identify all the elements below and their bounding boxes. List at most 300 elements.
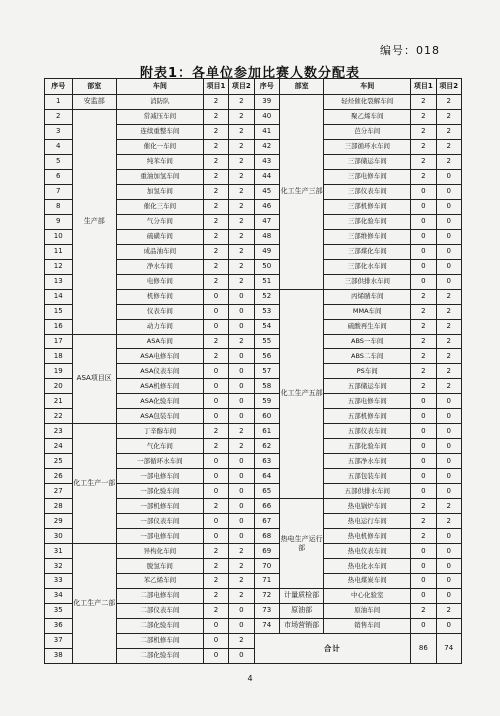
item2-cell: 2 — [229, 439, 254, 454]
seq-cell: 28 — [45, 499, 73, 514]
item1-cell: 2 — [203, 499, 228, 514]
header-dept-right: 部室 — [279, 79, 323, 95]
item2-cell-right: 2 — [436, 334, 461, 349]
item1-cell: 2 — [203, 603, 228, 618]
seq-cell-right: 74 — [254, 618, 279, 633]
workshop-cell: 异构化车间 — [116, 544, 203, 559]
item2-cell-right: 2 — [436, 124, 461, 139]
item1-cell: 2 — [203, 334, 228, 349]
item2-cell: 0 — [229, 289, 254, 304]
item2-cell: 0 — [229, 349, 254, 364]
seq-cell-right: 67 — [254, 514, 279, 529]
dept-cell: 化工生产二部 — [72, 544, 116, 664]
table-title: 附表1：各单位参加比赛人数分配表 — [139, 66, 361, 81]
seq-cell-right: 40 — [254, 109, 279, 124]
workshop-cell: ASA仪表车间 — [116, 364, 203, 379]
workshop-cell-right: 五部储运车间 — [324, 379, 411, 394]
item1-cell: 0 — [203, 394, 228, 409]
header-row — [45, 79, 462, 95]
item2-cell-right: 0 — [436, 184, 461, 199]
table-row — [45, 424, 462, 439]
seq-cell: 34 — [45, 588, 73, 603]
item1-cell-right: 2 — [411, 289, 436, 304]
seq-cell: 20 — [45, 379, 73, 394]
seq-cell-right: 73 — [254, 603, 279, 618]
seq-cell-right: 60 — [254, 409, 279, 424]
workshop-cell: 一部电修车间 — [116, 469, 203, 484]
seq-cell: 35 — [45, 603, 73, 618]
item1-cell: 0 — [203, 454, 228, 469]
workshop-cell: 气分车间 — [116, 214, 203, 229]
item1-cell-right: 2 — [411, 304, 436, 319]
workshop-cell-right: MMA车间 — [324, 304, 411, 319]
seq-cell: 29 — [45, 514, 73, 529]
workshop-cell: 硫磺车间 — [116, 229, 203, 244]
seq-cell: 21 — [45, 394, 73, 409]
item1-cell: 2 — [203, 544, 228, 559]
workshop-cell-right: ABS一车间 — [324, 334, 411, 349]
item2-cell: 2 — [229, 154, 254, 169]
workshop-cell: 催化三车间 — [116, 199, 203, 214]
seq-cell: 30 — [45, 529, 73, 544]
workshop-cell: 二部化验车间 — [116, 618, 203, 633]
item2-cell: 0 — [229, 304, 254, 319]
item1-cell-right: 2 — [411, 169, 436, 184]
item1-cell-right: 0 — [411, 184, 436, 199]
workshop-cell: 一部循环水车间 — [116, 454, 203, 469]
item1-cell-right: 0 — [411, 588, 436, 603]
item2-cell-right: 2 — [436, 304, 461, 319]
seq-cell-right: 57 — [254, 364, 279, 379]
seq-cell: 37 — [45, 633, 73, 648]
workshop-cell-right: 硫酸再生车间 — [324, 319, 411, 334]
item1-cell: 0 — [203, 319, 228, 334]
header-item2-right: 项目2 — [436, 79, 461, 95]
item2-cell-right: 0 — [436, 544, 461, 559]
item2-cell-right: 0 — [436, 484, 461, 499]
seq-cell-right: 71 — [254, 574, 279, 589]
seq-cell-right: 43 — [254, 154, 279, 169]
workshop-cell-right: 五部包装车间 — [324, 469, 411, 484]
workshop-cell-right: 五部电修车间 — [324, 394, 411, 409]
item2-cell: 0 — [229, 648, 254, 663]
item2-cell: 2 — [229, 139, 254, 154]
seq-cell: 12 — [45, 259, 73, 274]
header-item1-right: 项目1 — [411, 79, 436, 95]
item1-cell: 2 — [203, 124, 228, 139]
item1-cell: 0 — [203, 364, 228, 379]
item1-cell-right: 2 — [411, 139, 436, 154]
workshop-cell-right: 三部化验车间 — [324, 214, 411, 229]
item2-cell-right: 2 — [436, 139, 461, 154]
item2-cell-right: 0 — [436, 409, 461, 424]
item2-cell: 2 — [229, 334, 254, 349]
seq-cell: 16 — [45, 319, 73, 334]
workshop-cell: 二部化验车间 — [116, 648, 203, 663]
item1-cell: 0 — [203, 648, 228, 663]
seq-cell: 33 — [45, 574, 73, 589]
item1-cell: 2 — [203, 139, 228, 154]
workshop-cell-right: ABS二车间 — [324, 349, 411, 364]
item1-cell-right: 2 — [411, 379, 436, 394]
item2-cell: 2 — [229, 274, 254, 289]
total-label: 合计 — [254, 633, 411, 663]
seq-cell: 8 — [45, 199, 73, 214]
item2-cell-right: 0 — [436, 259, 461, 274]
item2-cell-right: 2 — [436, 154, 461, 169]
table-body — [45, 95, 462, 664]
workshop-cell: 成品油车间 — [116, 244, 203, 259]
item1-cell-right: 2 — [411, 529, 436, 544]
workshop-cell: 催化一车间 — [116, 139, 203, 154]
item2-cell: 2 — [229, 244, 254, 259]
seq-cell: 3 — [45, 124, 73, 139]
workshop-cell-right: 中心化验室 — [324, 588, 411, 603]
item1-cell-right: 2 — [411, 95, 436, 110]
item1-cell: 2 — [203, 109, 228, 124]
seq-cell-right: 70 — [254, 559, 279, 574]
item2-cell: 2 — [229, 544, 254, 559]
seq-cell: 24 — [45, 439, 73, 454]
item1-cell: 2 — [203, 229, 228, 244]
item2-cell-right: 0 — [436, 574, 461, 589]
item2-cell-right: 2 — [436, 603, 461, 618]
item2-cell: 0 — [229, 319, 254, 334]
item2-cell: 2 — [229, 559, 254, 574]
item2-cell-right: 0 — [436, 618, 461, 633]
item2-cell-right: 2 — [436, 514, 461, 529]
workshop-cell-right: 三部机修车间 — [324, 199, 411, 214]
workshop-cell: 重油加氢车间 — [116, 169, 203, 184]
item1-cell-right: 2 — [411, 124, 436, 139]
item2-cell: 0 — [229, 484, 254, 499]
item2-cell-right: 0 — [436, 454, 461, 469]
seq-cell: 36 — [45, 618, 73, 633]
item1-cell: 2 — [203, 154, 228, 169]
item2-cell: 2 — [229, 214, 254, 229]
workshop-cell: 仪表车间 — [116, 304, 203, 319]
seq-cell: 4 — [45, 139, 73, 154]
seq-cell-right: 39 — [254, 95, 279, 110]
item2-cell: 2 — [229, 95, 254, 110]
item2-cell: 2 — [229, 109, 254, 124]
item2-cell: 2 — [229, 184, 254, 199]
seq-cell: 22 — [45, 409, 73, 424]
item1-cell: 2 — [203, 95, 228, 110]
workshop-cell: ASA机修车间 — [116, 379, 203, 394]
seq-cell: 15 — [45, 304, 73, 319]
seq-cell-right: 44 — [254, 169, 279, 184]
header-workshop-right: 车间 — [324, 79, 411, 95]
workshop-cell-right: 五部净水车间 — [324, 454, 411, 469]
seq-cell: 6 — [45, 169, 73, 184]
item2-cell-right: 0 — [436, 529, 461, 544]
header-dept: 部室 — [72, 79, 116, 95]
seq-cell-right: 41 — [254, 124, 279, 139]
seq-cell-right: 53 — [254, 304, 279, 319]
header-item2: 项目2 — [229, 79, 254, 95]
item2-cell-right: 0 — [436, 439, 461, 454]
item1-cell-right: 2 — [411, 364, 436, 379]
item1-cell-right: 0 — [411, 454, 436, 469]
workshop-cell-right: 热电煤炭车间 — [324, 574, 411, 589]
workshop-cell-right: 聚乙烯车间 — [324, 109, 411, 124]
workshop-cell-right: 丙烯腈车间 — [324, 289, 411, 304]
seq-cell: 7 — [45, 184, 73, 199]
item1-cell: 2 — [203, 214, 228, 229]
dept-cell: 安监部 — [72, 95, 116, 110]
workshop-cell: 消防队 — [116, 95, 203, 110]
allocation-table — [44, 78, 462, 664]
workshop-cell: 脱氢车间 — [116, 559, 203, 574]
dept-cell: ASA项目区 — [72, 334, 116, 424]
seq-cell-right: 49 — [254, 244, 279, 259]
seq-cell: 25 — [45, 454, 73, 469]
workshop-cell-right: 原油车间 — [324, 603, 411, 618]
seq-cell-right: 48 — [254, 229, 279, 244]
item1-cell-right: 0 — [411, 409, 436, 424]
workshop-cell-right: 五部仪表车间 — [324, 424, 411, 439]
item2-cell: 2 — [229, 169, 254, 184]
document-serial-number: 编号：018 — [380, 44, 440, 57]
seq-cell-right: 61 — [254, 424, 279, 439]
item1-cell-right: 0 — [411, 574, 436, 589]
item1-cell-right: 0 — [411, 259, 436, 274]
seq-cell: 32 — [45, 559, 73, 574]
workshop-cell: ASA电修车间 — [116, 349, 203, 364]
workshop-cell-right: 五部供排水车间 — [324, 484, 411, 499]
item2-cell-right: 2 — [436, 349, 461, 364]
seq-cell-right: 52 — [254, 289, 279, 304]
workshop-cell-right: 热电化水车间 — [324, 559, 411, 574]
table-row — [45, 95, 462, 110]
item2-cell-right: 0 — [436, 469, 461, 484]
item2-cell: 0 — [229, 379, 254, 394]
item1-cell: 0 — [203, 409, 228, 424]
item2-cell: 0 — [229, 618, 254, 633]
item1-cell: 0 — [203, 484, 228, 499]
workshop-cell: 二部机修车间 — [116, 633, 203, 648]
seq-cell: 13 — [45, 274, 73, 289]
item1-cell-right: 0 — [411, 544, 436, 559]
item2-cell-right: 0 — [436, 588, 461, 603]
item1-cell: 0 — [203, 514, 228, 529]
item1-cell-right: 0 — [411, 394, 436, 409]
seq-cell-right: 42 — [254, 139, 279, 154]
seq-cell: 2 — [45, 109, 73, 124]
item2-cell: 0 — [229, 469, 254, 484]
seq-cell: 9 — [45, 214, 73, 229]
item1-cell: 0 — [203, 289, 228, 304]
table-row — [45, 109, 462, 124]
seq-cell: 26 — [45, 469, 73, 484]
item1-cell-right: 2 — [411, 499, 436, 514]
dept-cell-right: 化工生产五部 — [279, 289, 323, 499]
workshop-cell: 一部仪表车间 — [116, 514, 203, 529]
seq-cell-right: 62 — [254, 439, 279, 454]
workshop-cell: ASA包装车间 — [116, 409, 203, 424]
item1-cell: 0 — [203, 304, 228, 319]
dept-cell: 生产部 — [72, 109, 116, 334]
total-item1: 86 — [411, 633, 436, 663]
workshop-cell: 机修车间 — [116, 289, 203, 304]
item1-cell: 0 — [203, 469, 228, 484]
dept-cell-right: 计量质检部 — [279, 588, 323, 603]
item1-cell-right: 2 — [411, 154, 436, 169]
item2-cell: 2 — [229, 124, 254, 139]
item2-cell: 0 — [229, 529, 254, 544]
item1-cell: 0 — [203, 633, 228, 648]
workshop-cell-right: 芭分车间 — [324, 124, 411, 139]
seq-cell-right: 65 — [254, 484, 279, 499]
workshop-cell: 动力车间 — [116, 319, 203, 334]
item1-cell: 2 — [203, 424, 228, 439]
seq-cell-right: 55 — [254, 334, 279, 349]
workshop-cell-right: 三部化水车间 — [324, 259, 411, 274]
item1-cell: 2 — [203, 349, 228, 364]
dept-cell-right: 市场营销部 — [279, 618, 323, 633]
item2-cell-right: 2 — [436, 289, 461, 304]
item2-cell: 2 — [229, 259, 254, 274]
item1-cell-right: 0 — [411, 484, 436, 499]
item1-cell: 2 — [203, 244, 228, 259]
item1-cell-right: 0 — [411, 469, 436, 484]
workshop-cell: 苯乙烯车间 — [116, 574, 203, 589]
item1-cell-right: 0 — [411, 199, 436, 214]
item2-cell: 2 — [229, 633, 254, 648]
item1-cell-right: 0 — [411, 559, 436, 574]
workshop-cell: 二部仪表车间 — [116, 603, 203, 618]
workshop-cell: 一部化验车间 — [116, 484, 203, 499]
workshop-cell-right: 三部储运车间 — [324, 154, 411, 169]
item1-cell-right: 0 — [411, 244, 436, 259]
seq-cell: 19 — [45, 364, 73, 379]
item1-cell-right: 0 — [411, 424, 436, 439]
item1-cell-right: 2 — [411, 334, 436, 349]
item2-cell-right: 0 — [436, 169, 461, 184]
seq-cell-right: 51 — [254, 274, 279, 289]
item1-cell: 0 — [203, 618, 228, 633]
item1-cell-right: 0 — [411, 439, 436, 454]
item1-cell: 2 — [203, 588, 228, 603]
seq-cell-right: 50 — [254, 259, 279, 274]
seq-cell: 38 — [45, 648, 73, 663]
item2-cell-right: 0 — [436, 559, 461, 574]
table-row — [45, 544, 462, 559]
item1-cell-right: 0 — [411, 214, 436, 229]
item1-cell: 2 — [203, 439, 228, 454]
item2-cell-right: 0 — [436, 244, 461, 259]
seq-cell-right: 64 — [254, 469, 279, 484]
item1-cell: 2 — [203, 259, 228, 274]
dept-cell: 化工生产一部 — [72, 424, 116, 544]
item1-cell: 0 — [203, 379, 228, 394]
seq-cell: 14 — [45, 289, 73, 304]
seq-cell: 11 — [45, 244, 73, 259]
header-workshop: 车间 — [116, 79, 203, 95]
seq-cell: 27 — [45, 484, 73, 499]
item1-cell-right: 2 — [411, 319, 436, 334]
seq-cell: 31 — [45, 544, 73, 559]
workshop-cell: ASA车间 — [116, 334, 203, 349]
page-number: 4 — [247, 674, 253, 683]
seq-cell: 18 — [45, 349, 73, 364]
item2-cell: 2 — [229, 424, 254, 439]
header-seq: 序号 — [45, 79, 73, 95]
item2-cell: 0 — [229, 394, 254, 409]
workshop-cell-right: 热电仪表车间 — [324, 544, 411, 559]
header-item1: 项目1 — [203, 79, 228, 95]
seq-cell-right: 66 — [254, 499, 279, 514]
table-row — [45, 334, 462, 349]
item2-cell-right: 0 — [436, 214, 461, 229]
workshop-cell: 一部机修车间 — [116, 499, 203, 514]
item2-cell: 0 — [229, 409, 254, 424]
item1-cell-right: 2 — [411, 603, 436, 618]
seq-cell-right: 68 — [254, 529, 279, 544]
item2-cell: 0 — [229, 499, 254, 514]
workshop-cell: 净水车间 — [116, 259, 203, 274]
seq-cell-right: 45 — [254, 184, 279, 199]
item1-cell-right: 2 — [411, 349, 436, 364]
workshop-cell-right: 五部机修车间 — [324, 409, 411, 424]
seq-cell: 5 — [45, 154, 73, 169]
workshop-cell-right: 热电运行车间 — [324, 514, 411, 529]
item2-cell-right: 2 — [436, 109, 461, 124]
item1-cell: 2 — [203, 559, 228, 574]
item1-cell-right: 0 — [411, 229, 436, 244]
seq-cell: 17 — [45, 334, 73, 349]
workshop-cell-right: 销售车间 — [324, 618, 411, 633]
workshop-cell: ASA化验车间 — [116, 394, 203, 409]
seq-cell: 23 — [45, 424, 73, 439]
workshop-cell-right: 三部煤化车间 — [324, 244, 411, 259]
item2-cell-right: 0 — [436, 274, 461, 289]
workshop-cell-right: 热电锅炉车间 — [324, 499, 411, 514]
item1-cell-right: 0 — [411, 274, 436, 289]
workshop-cell-right: 三部供排水车间 — [324, 274, 411, 289]
workshop-cell: 电修车间 — [116, 274, 203, 289]
item1-cell: 2 — [203, 199, 228, 214]
seq-cell-right: 46 — [254, 199, 279, 214]
item2-cell: 2 — [229, 574, 254, 589]
item2-cell: 0 — [229, 364, 254, 379]
workshop-cell-right: 三部循环水车间 — [324, 139, 411, 154]
item2-cell-right: 2 — [436, 364, 461, 379]
workshop-cell: 加氢车间 — [116, 184, 203, 199]
seq-cell: 1 — [45, 95, 73, 110]
dept-cell-right: 热电生产运行部 — [279, 499, 323, 589]
item2-cell-right: 2 — [436, 499, 461, 514]
dept-cell-right: 原油部 — [279, 603, 323, 618]
item2-cell-right: 2 — [436, 319, 461, 334]
item2-cell-right: 0 — [436, 229, 461, 244]
item2-cell: 0 — [229, 603, 254, 618]
item2-cell: 0 — [229, 514, 254, 529]
workshop-cell: 连续重整车间 — [116, 124, 203, 139]
item2-cell: 0 — [229, 454, 254, 469]
item2-cell-right: 2 — [436, 379, 461, 394]
item1-cell-right: 2 — [411, 109, 436, 124]
seq-cell-right: 59 — [254, 394, 279, 409]
seq-cell-right: 58 — [254, 379, 279, 394]
item1-cell: 2 — [203, 274, 228, 289]
item2-cell-right: 0 — [436, 424, 461, 439]
workshop-cell-right: 三部仪表车间 — [324, 184, 411, 199]
item1-cell: 2 — [203, 184, 228, 199]
item2-cell-right: 0 — [436, 199, 461, 214]
seq-cell-right: 56 — [254, 349, 279, 364]
